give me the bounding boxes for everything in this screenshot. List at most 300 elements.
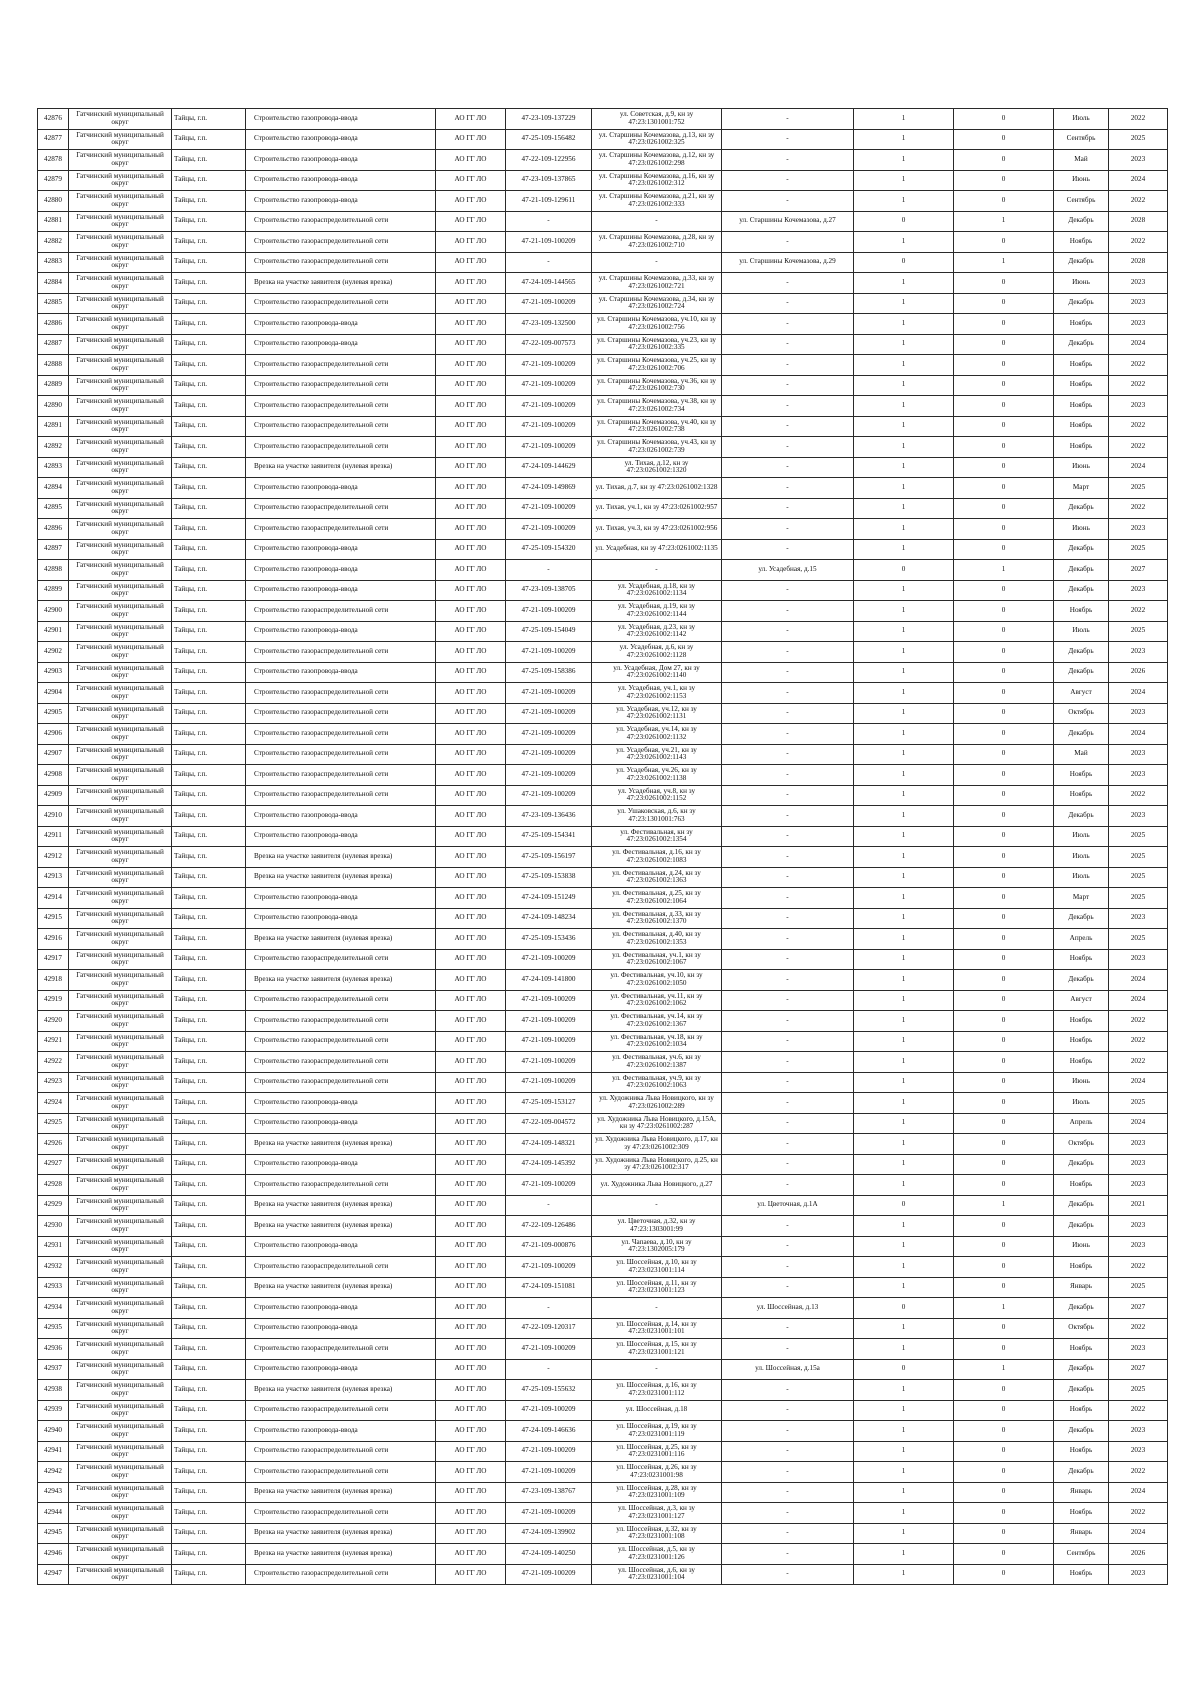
contract-number-cell: 47-24-109-148234 bbox=[506, 908, 592, 929]
contract-number-cell: 47-21-109-100209 bbox=[506, 1462, 592, 1483]
district-cell: Гатчинский муниципальный округ bbox=[69, 847, 172, 868]
plan-count-cell: 0 bbox=[954, 355, 1054, 376]
plan-count-cell: 0 bbox=[954, 457, 1054, 478]
plan-count-cell: 0 bbox=[954, 396, 1054, 417]
year-cell: 2022 bbox=[1109, 1318, 1168, 1339]
address-cadastral-cell: ул. Усадебная, д.18, кн зу 47:23:0261002:1134 bbox=[592, 580, 722, 601]
organization-cell: АО ГГ ЛО bbox=[436, 601, 506, 622]
organization-cell: АО ГГ ЛО bbox=[436, 211, 506, 232]
plan-count-cell: 0 bbox=[954, 888, 1054, 909]
contract-number-cell: - bbox=[506, 1298, 592, 1319]
month-cell: Июнь bbox=[1054, 273, 1109, 294]
month-cell: Декабрь bbox=[1054, 724, 1109, 745]
planned-address-cell: - bbox=[722, 150, 854, 171]
address-cadastral-cell: ул. Шоссейная, д.15, кн зу 47:23:0231001:121 bbox=[592, 1339, 722, 1360]
address-cadastral-cell: ул. Тихая, д.12, кн зу 47:23:0261002:1320 bbox=[592, 457, 722, 478]
work-type-cell: Строительство газопровода-ввода bbox=[246, 888, 436, 909]
settlement-cell: Тайцы, г.п. bbox=[172, 519, 246, 540]
row-number: 42916 bbox=[38, 929, 69, 950]
plan-count-cell: 0 bbox=[954, 826, 1054, 847]
address-cadastral-cell: ул. Фестивальная, д.24, кн зу 47:23:0261002:1363 bbox=[592, 867, 722, 888]
address-cadastral-cell: ул. Старшины Кочемазова, уч.40, кн зу 47:23:0261002:738 bbox=[592, 416, 722, 437]
plan-count-cell: 0 bbox=[954, 1523, 1054, 1544]
table-row bbox=[38, 765, 1168, 786]
count-cell: 1 bbox=[854, 662, 954, 683]
month-cell: Ноябрь bbox=[1054, 375, 1109, 396]
table-row bbox=[38, 252, 1168, 273]
work-type-cell: Строительство газопровода-ввода bbox=[246, 170, 436, 191]
work-type-cell: Строительство газораспределительной сети bbox=[246, 437, 436, 458]
work-type-cell: Строительство газопровода-ввода bbox=[246, 1421, 436, 1442]
month-cell: Декабрь bbox=[1054, 252, 1109, 273]
address-cadastral-cell: ул. Старшины Кочемазова, уч.43, кн зу 47:23:0261002:739 bbox=[592, 437, 722, 458]
settlement-cell: Тайцы, г.п. bbox=[172, 949, 246, 970]
month-cell: Июль bbox=[1054, 109, 1109, 130]
year-cell: 2023 bbox=[1109, 703, 1168, 724]
row-number: 42927 bbox=[38, 1154, 69, 1175]
work-type-cell: Строительство газораспределительной сети bbox=[246, 785, 436, 806]
count-cell: 1 bbox=[854, 867, 954, 888]
organization-cell: АО ГГ ЛО bbox=[436, 539, 506, 560]
work-type-cell: Строительство газопровода-ввода bbox=[246, 314, 436, 335]
planned-address-cell: - bbox=[722, 888, 854, 909]
work-type-cell: Строительство газораспределительной сети bbox=[246, 355, 436, 376]
organization-cell: АО ГГ ЛО bbox=[436, 580, 506, 601]
contract-number-cell: 47-21-109-100209 bbox=[506, 601, 592, 622]
address-cadastral-cell: ул. Тихая, д.7, кн зу 47:23:0261002:1328 bbox=[592, 478, 722, 499]
month-cell: Ноябрь bbox=[1054, 314, 1109, 335]
month-cell: Ноябрь bbox=[1054, 1031, 1109, 1052]
row-number: 42883 bbox=[38, 252, 69, 273]
contract-number-cell: 47-21-109-100209 bbox=[506, 498, 592, 519]
work-type-cell: Строительство газораспределительной сети bbox=[246, 1011, 436, 1032]
district-cell: Гатчинский муниципальный округ bbox=[69, 1380, 172, 1401]
contract-number-cell: 47-21-109-100209 bbox=[506, 1564, 592, 1585]
month-cell: Ноябрь bbox=[1054, 437, 1109, 458]
year-cell: 2022 bbox=[1109, 1400, 1168, 1421]
contract-number-cell: 47-25-109-154320 bbox=[506, 539, 592, 560]
contract-number-cell: 47-24-109-139902 bbox=[506, 1523, 592, 1544]
organization-cell: АО ГГ ЛО bbox=[436, 252, 506, 273]
settlement-cell: Тайцы, г.п. bbox=[172, 1175, 246, 1196]
row-number: 42882 bbox=[38, 232, 69, 253]
year-cell: 2023 bbox=[1109, 580, 1168, 601]
settlement-cell: Тайцы, г.п. bbox=[172, 150, 246, 171]
district-cell: Гатчинский муниципальный округ bbox=[69, 519, 172, 540]
district-cell: Гатчинский муниципальный округ bbox=[69, 539, 172, 560]
count-cell: 1 bbox=[854, 806, 954, 827]
table-row bbox=[38, 683, 1168, 704]
work-type-cell: Строительство газопровода-ввода bbox=[246, 621, 436, 642]
plan-count-cell: 0 bbox=[954, 191, 1054, 212]
organization-cell: АО ГГ ЛО bbox=[436, 929, 506, 950]
plan-count-cell: 0 bbox=[954, 1236, 1054, 1257]
district-cell: Гатчинский муниципальный округ bbox=[69, 601, 172, 622]
planned-address-cell: - bbox=[722, 1072, 854, 1093]
count-cell: 1 bbox=[854, 785, 954, 806]
district-cell: Гатчинский муниципальный округ bbox=[69, 1216, 172, 1237]
work-type-cell: Строительство газораспределительной сети bbox=[246, 1052, 436, 1073]
data-table bbox=[37, 108, 1168, 1585]
work-type-cell: Строительство газораспределительной сети bbox=[246, 744, 436, 765]
address-cadastral-cell: ул. Художника Льва Новицкого, д.25, кн зу 47:23:0261002:317 bbox=[592, 1154, 722, 1175]
address-cadastral-cell: ул. Старшины Кочемазова, д.33, кн зу 47:23:0261002:721 bbox=[592, 273, 722, 294]
planned-address-cell: - bbox=[722, 642, 854, 663]
row-number: 42911 bbox=[38, 826, 69, 847]
contract-number-cell: 47-25-109-154049 bbox=[506, 621, 592, 642]
table-row bbox=[38, 1011, 1168, 1032]
plan-count-cell: 0 bbox=[954, 273, 1054, 294]
district-cell: Гатчинский муниципальный округ bbox=[69, 355, 172, 376]
row-number: 42890 bbox=[38, 396, 69, 417]
contract-number-cell: 47-25-109-156482 bbox=[506, 129, 592, 150]
organization-cell: АО ГГ ЛО bbox=[436, 744, 506, 765]
year-cell: 2022 bbox=[1109, 437, 1168, 458]
table-row bbox=[38, 990, 1168, 1011]
planned-address-cell: - bbox=[722, 908, 854, 929]
district-cell: Гатчинский муниципальный округ bbox=[69, 1195, 172, 1216]
plan-count-cell: 0 bbox=[954, 1093, 1054, 1114]
month-cell: Декабрь bbox=[1054, 293, 1109, 314]
year-cell: 2022 bbox=[1109, 785, 1168, 806]
table-row bbox=[38, 170, 1168, 191]
row-number: 42915 bbox=[38, 908, 69, 929]
planned-address-cell: - bbox=[722, 314, 854, 335]
year-cell: 2023 bbox=[1109, 314, 1168, 335]
organization-cell: АО ГГ ЛО bbox=[436, 642, 506, 663]
work-type-cell: Строительство газопровода-ввода bbox=[246, 334, 436, 355]
address-cadastral-cell: ул. Фестивальная, д.33, кн зу 47:23:0261002:1370 bbox=[592, 908, 722, 929]
planned-address-cell: - bbox=[722, 293, 854, 314]
organization-cell: АО ГГ ЛО bbox=[436, 990, 506, 1011]
address-cadastral-cell: ул. Шоссейная, д.11, кн зу 47:23:0231001:123 bbox=[592, 1277, 722, 1298]
planned-address-cell: - bbox=[722, 416, 854, 437]
plan-count-cell: 0 bbox=[954, 109, 1054, 130]
row-number: 42922 bbox=[38, 1052, 69, 1073]
year-cell: 2023 bbox=[1109, 1441, 1168, 1462]
plan-count-cell: 0 bbox=[954, 1052, 1054, 1073]
work-type-cell: Строительство газопровода-ввода bbox=[246, 908, 436, 929]
settlement-cell: Тайцы, г.п. bbox=[172, 293, 246, 314]
organization-cell: АО ГГ ЛО bbox=[436, 1421, 506, 1442]
district-cell: Гатчинский муниципальный округ bbox=[69, 375, 172, 396]
work-type-cell: Строительство газораспределительной сети bbox=[246, 601, 436, 622]
contract-number-cell: 47-24-109-151081 bbox=[506, 1277, 592, 1298]
work-type-cell: Строительство газопровода-ввода bbox=[246, 478, 436, 499]
plan-count-cell: 0 bbox=[954, 970, 1054, 991]
year-cell: 2028 bbox=[1109, 252, 1168, 273]
count-cell: 0 bbox=[854, 560, 954, 581]
plan-count-cell: 0 bbox=[954, 375, 1054, 396]
address-cadastral-cell: ул. Старшины Кочемазова, уч.25, кн зу 47:23:0261002:706 bbox=[592, 355, 722, 376]
row-number: 42901 bbox=[38, 621, 69, 642]
organization-cell: АО ГГ ЛО bbox=[436, 273, 506, 294]
year-cell: 2022 bbox=[1109, 1257, 1168, 1278]
district-cell: Гатчинский муниципальный округ bbox=[69, 1298, 172, 1319]
count-cell: 1 bbox=[854, 457, 954, 478]
row-number: 42920 bbox=[38, 1011, 69, 1032]
address-cadastral-cell: ул. Шоссейная, д.3, кн зу 47:23:0231001:127 bbox=[592, 1503, 722, 1524]
row-number: 42919 bbox=[38, 990, 69, 1011]
row-number: 42914 bbox=[38, 888, 69, 909]
count-cell: 1 bbox=[854, 150, 954, 171]
district-cell: Гатчинский муниципальный округ bbox=[69, 724, 172, 745]
contract-number-cell: 47-24-109-141800 bbox=[506, 970, 592, 991]
plan-count-cell: 0 bbox=[954, 1503, 1054, 1524]
plan-count-cell: 0 bbox=[954, 642, 1054, 663]
address-cadastral-cell: ул. Старшины Кочемазова, д.28, кн зу 47:23:0261002:710 bbox=[592, 232, 722, 253]
month-cell: Декабрь bbox=[1054, 560, 1109, 581]
count-cell: 1 bbox=[854, 621, 954, 642]
work-type-cell: Врезка на участке заявителя (нулевая врезка) bbox=[246, 1482, 436, 1503]
row-number: 42936 bbox=[38, 1339, 69, 1360]
planned-address-cell: - bbox=[722, 724, 854, 745]
settlement-cell: Тайцы, г.п. bbox=[172, 109, 246, 130]
contract-number-cell: 47-23-109-138705 bbox=[506, 580, 592, 601]
plan-count-cell: 0 bbox=[954, 1113, 1054, 1134]
organization-cell: АО ГГ ЛО bbox=[436, 437, 506, 458]
planned-address-cell: - bbox=[722, 601, 854, 622]
planned-address-cell: - bbox=[722, 539, 854, 560]
month-cell: Декабрь bbox=[1054, 1359, 1109, 1380]
planned-address-cell: - bbox=[722, 129, 854, 150]
month-cell: Ноябрь bbox=[1054, 601, 1109, 622]
organization-cell: АО ГГ ЛО bbox=[436, 867, 506, 888]
row-number: 42896 bbox=[38, 519, 69, 540]
month-cell: Декабрь bbox=[1054, 1195, 1109, 1216]
month-cell: Ноябрь bbox=[1054, 1052, 1109, 1073]
month-cell: Декабрь bbox=[1054, 334, 1109, 355]
contract-number-cell: 47-25-109-158386 bbox=[506, 662, 592, 683]
month-cell: Сентябрь bbox=[1054, 191, 1109, 212]
month-cell: Август bbox=[1054, 683, 1109, 704]
organization-cell: АО ГГ ЛО bbox=[436, 396, 506, 417]
work-type-cell: Строительство газораспределительной сети bbox=[246, 990, 436, 1011]
row-number: 42941 bbox=[38, 1441, 69, 1462]
month-cell: Май bbox=[1054, 150, 1109, 171]
plan-count-cell: 0 bbox=[954, 170, 1054, 191]
organization-cell: АО ГГ ЛО bbox=[436, 888, 506, 909]
month-cell: Декабрь bbox=[1054, 908, 1109, 929]
row-number: 42947 bbox=[38, 1564, 69, 1585]
plan-count-cell: 0 bbox=[954, 724, 1054, 745]
year-cell: 2024 bbox=[1109, 457, 1168, 478]
district-cell: Гатчинский муниципальный округ bbox=[69, 888, 172, 909]
work-type-cell: Строительство газораспределительной сети bbox=[246, 211, 436, 232]
row-number: 42925 bbox=[38, 1113, 69, 1134]
count-cell: 1 bbox=[854, 1072, 954, 1093]
address-cadastral-cell: ул. Фестивальная, кн зу 47:23:0261002:1354 bbox=[592, 826, 722, 847]
plan-count-cell: 0 bbox=[954, 1482, 1054, 1503]
row-number: 42893 bbox=[38, 457, 69, 478]
year-cell: 2021 bbox=[1109, 1195, 1168, 1216]
address-cadastral-cell: ул. Фестивальная, уч.1, кн зу 47:23:0261002:1067 bbox=[592, 949, 722, 970]
table-row bbox=[38, 314, 1168, 335]
contract-number-cell: 47-21-109-100209 bbox=[506, 437, 592, 458]
contract-number-cell: 47-24-109-140250 bbox=[506, 1544, 592, 1565]
contract-number-cell: 47-23-109-137229 bbox=[506, 109, 592, 130]
address-cadastral-cell: ул. Фестивальная, д.16, кн зу 47:23:0261002:1083 bbox=[592, 847, 722, 868]
table-row bbox=[38, 1462, 1168, 1483]
contract-number-cell: 47-25-109-153838 bbox=[506, 867, 592, 888]
organization-cell: АО ГГ ЛО bbox=[436, 1277, 506, 1298]
work-type-cell: Строительство газораспределительной сети bbox=[246, 1339, 436, 1360]
count-cell: 1 bbox=[854, 1113, 954, 1134]
count-cell: 1 bbox=[854, 847, 954, 868]
district-cell: Гатчинский муниципальный округ bbox=[69, 396, 172, 417]
district-cell: Гатчинский муниципальный округ bbox=[69, 642, 172, 663]
contract-number-cell: 47-22-109-004572 bbox=[506, 1113, 592, 1134]
settlement-cell: Тайцы, г.п. bbox=[172, 1380, 246, 1401]
month-cell: Июль bbox=[1054, 621, 1109, 642]
address-cadastral-cell: ул. Фестивальная, д.25, кн зу 47:23:0261002:1064 bbox=[592, 888, 722, 909]
address-cadastral-cell: ул. Старшины Кочемазова, д.34, кн зу 47:23:0261002:724 bbox=[592, 293, 722, 314]
district-cell: Гатчинский муниципальный округ bbox=[69, 949, 172, 970]
month-cell: Декабрь bbox=[1054, 806, 1109, 827]
plan-count-cell: 0 bbox=[954, 703, 1054, 724]
settlement-cell: Тайцы, г.п. bbox=[172, 170, 246, 191]
table-row bbox=[38, 1277, 1168, 1298]
settlement-cell: Тайцы, г.п. bbox=[172, 1154, 246, 1175]
year-cell: 2023 bbox=[1109, 1175, 1168, 1196]
month-cell: Апрель bbox=[1054, 1113, 1109, 1134]
planned-address-cell: - bbox=[722, 1339, 854, 1360]
organization-cell: АО ГГ ЛО bbox=[436, 416, 506, 437]
plan-count-cell: 0 bbox=[954, 416, 1054, 437]
year-cell: 2025 bbox=[1109, 847, 1168, 868]
planned-address-cell: - bbox=[722, 1113, 854, 1134]
district-cell: Гатчинский муниципальный округ bbox=[69, 1175, 172, 1196]
district-cell: Гатчинский муниципальный округ bbox=[69, 1421, 172, 1442]
count-cell: 1 bbox=[854, 888, 954, 909]
work-type-cell: Врезка на участке заявителя (нулевая врезка) bbox=[246, 847, 436, 868]
count-cell: 1 bbox=[854, 1564, 954, 1585]
row-number: 42924 bbox=[38, 1093, 69, 1114]
contract-number-cell: 47-21-109-100209 bbox=[506, 293, 592, 314]
address-cadastral-cell: ул. Советская, д.9, кн зу 47:23:1301001:752 bbox=[592, 109, 722, 130]
count-cell: 1 bbox=[854, 580, 954, 601]
organization-cell: АО ГГ ЛО bbox=[436, 1236, 506, 1257]
row-number: 42892 bbox=[38, 437, 69, 458]
year-cell: 2024 bbox=[1109, 334, 1168, 355]
planned-address-cell: - bbox=[722, 498, 854, 519]
count-cell: 1 bbox=[854, 539, 954, 560]
district-cell: Гатчинский муниципальный округ bbox=[69, 703, 172, 724]
row-number: 42895 bbox=[38, 498, 69, 519]
settlement-cell: Тайцы, г.п. bbox=[172, 232, 246, 253]
work-type-cell: Строительство газопровода-ввода bbox=[246, 129, 436, 150]
plan-count-cell: 0 bbox=[954, 232, 1054, 253]
table-row bbox=[38, 416, 1168, 437]
contract-number-cell: 47-24-109-146636 bbox=[506, 1421, 592, 1442]
district-cell: Гатчинский муниципальный округ bbox=[69, 416, 172, 437]
organization-cell: АО ГГ ЛО bbox=[436, 150, 506, 171]
district-cell: Гатчинский муниципальный округ bbox=[69, 990, 172, 1011]
plan-count-cell: 0 bbox=[954, 293, 1054, 314]
month-cell: Ноябрь bbox=[1054, 1503, 1109, 1524]
settlement-cell: Тайцы, г.п. bbox=[172, 806, 246, 827]
month-cell: Декабрь bbox=[1054, 1462, 1109, 1483]
table-row bbox=[38, 396, 1168, 417]
address-cadastral-cell: ул. Старшины Кочемазова, д.12, кн зу 47:23:0261002:298 bbox=[592, 150, 722, 171]
address-cadastral-cell: ул. Шоссейная, д.19, кн зу 47:23:0231001:119 bbox=[592, 1421, 722, 1442]
district-cell: Гатчинский муниципальный округ bbox=[69, 1339, 172, 1360]
organization-cell: АО ГГ ЛО bbox=[436, 191, 506, 212]
district-cell: Гатчинский муниципальный округ bbox=[69, 457, 172, 478]
planned-address-cell: - bbox=[722, 375, 854, 396]
settlement-cell: Тайцы, г.п. bbox=[172, 908, 246, 929]
district-cell: Гатчинский муниципальный округ bbox=[69, 273, 172, 294]
organization-cell: АО ГГ ЛО bbox=[436, 1523, 506, 1544]
count-cell: 1 bbox=[854, 416, 954, 437]
contract-number-cell: 47-25-109-156197 bbox=[506, 847, 592, 868]
contract-number-cell: - bbox=[506, 1359, 592, 1380]
organization-cell: АО ГГ ЛО bbox=[436, 621, 506, 642]
month-cell: Сентябрь bbox=[1054, 129, 1109, 150]
district-cell: Гатчинский муниципальный округ bbox=[69, 314, 172, 335]
table-row bbox=[38, 908, 1168, 929]
plan-count-cell: 0 bbox=[954, 765, 1054, 786]
organization-cell: АО ГГ ЛО bbox=[436, 375, 506, 396]
work-type-cell: Строительство газопровода-ввода bbox=[246, 1359, 436, 1380]
month-cell: Июнь bbox=[1054, 170, 1109, 191]
row-number: 42928 bbox=[38, 1175, 69, 1196]
year-cell: 2022 bbox=[1109, 375, 1168, 396]
district-cell: Гатчинский муниципальный округ bbox=[69, 170, 172, 191]
table-row bbox=[38, 744, 1168, 765]
count-cell: 1 bbox=[854, 703, 954, 724]
table-row bbox=[38, 232, 1168, 253]
plan-count-cell: 0 bbox=[954, 1134, 1054, 1155]
planned-address-cell: - bbox=[722, 1134, 854, 1155]
settlement-cell: Тайцы, г.п. bbox=[172, 642, 246, 663]
work-type-cell: Строительство газопровода-ввода bbox=[246, 109, 436, 130]
count-cell: 1 bbox=[854, 908, 954, 929]
settlement-cell: Тайцы, г.п. bbox=[172, 396, 246, 417]
work-type-cell: Строительство газопровода-ввода bbox=[246, 1093, 436, 1114]
row-number: 42939 bbox=[38, 1400, 69, 1421]
settlement-cell: Тайцы, г.п. bbox=[172, 1400, 246, 1421]
district-cell: Гатчинский муниципальный округ bbox=[69, 806, 172, 827]
settlement-cell: Тайцы, г.п. bbox=[172, 1482, 246, 1503]
address-cadastral-cell: ул. Усадебная, уч.14, кн зу 47:23:0261002:1132 bbox=[592, 724, 722, 745]
contract-number-cell: 47-24-109-144565 bbox=[506, 273, 592, 294]
month-cell: Январь bbox=[1054, 1482, 1109, 1503]
district-cell: Гатчинский муниципальный округ bbox=[69, 580, 172, 601]
planned-address-cell: ул. Шоссейная, д.13 bbox=[722, 1298, 854, 1319]
work-type-cell: Строительство газораспределительной сети bbox=[246, 396, 436, 417]
plan-count-cell: 0 bbox=[954, 1277, 1054, 1298]
table-row bbox=[38, 1031, 1168, 1052]
contract-number-cell: 47-21-109-100209 bbox=[506, 744, 592, 765]
settlement-cell: Тайцы, г.п. bbox=[172, 498, 246, 519]
row-number: 42909 bbox=[38, 785, 69, 806]
contract-number-cell: 47-21-109-100209 bbox=[506, 1072, 592, 1093]
year-cell: 2023 bbox=[1109, 293, 1168, 314]
table-row bbox=[38, 1236, 1168, 1257]
work-type-cell: Строительство газопровода-ввода bbox=[246, 1236, 436, 1257]
organization-cell: АО ГГ ЛО bbox=[436, 1359, 506, 1380]
count-cell: 1 bbox=[854, 744, 954, 765]
count-cell: 1 bbox=[854, 1421, 954, 1442]
year-cell: 2022 bbox=[1109, 1503, 1168, 1524]
address-cadastral-cell: ул. Усадебная, д.19, кн зу 47:23:0261002:1144 bbox=[592, 601, 722, 622]
planned-address-cell: ул. Старшины Кочемазова, д.29 bbox=[722, 252, 854, 273]
row-number: 42931 bbox=[38, 1236, 69, 1257]
plan-count-cell: 0 bbox=[954, 1318, 1054, 1339]
month-cell: Декабрь bbox=[1054, 1298, 1109, 1319]
work-type-cell: Строительство газораспределительной сети bbox=[246, 642, 436, 663]
